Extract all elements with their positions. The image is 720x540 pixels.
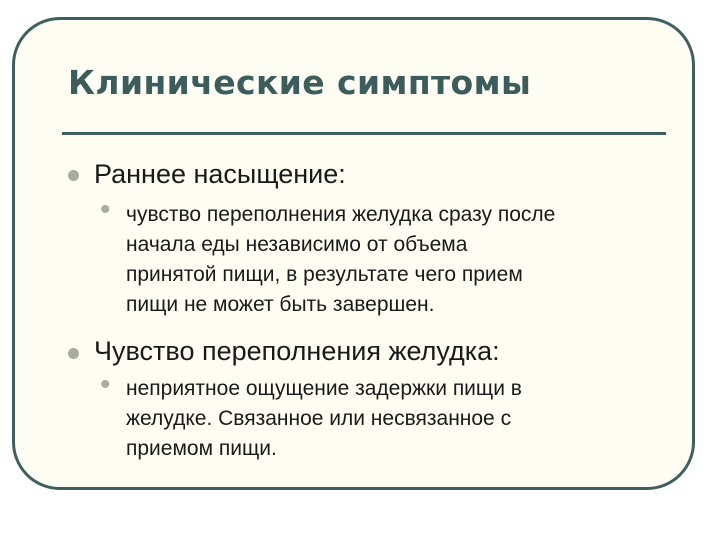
title-divider: [62, 132, 666, 135]
slide-title: Клинические симптомы: [68, 63, 532, 102]
detail-line: принятой пищи, в результате чего прием: [126, 263, 523, 286]
bullet-dot-icon: [68, 170, 79, 181]
detail-line: начала еды независимо от объема: [126, 233, 468, 256]
bullet-dot-icon: [68, 348, 79, 359]
bullet-detail-stomach-fullness: [126, 374, 522, 464]
detail-line: неприятное ощущение задержки пищи в: [126, 377, 522, 400]
bullet-heading-stomach-fullness: Чувство переполнения желудка:: [94, 336, 500, 366]
bullet-heading-early-satiety: Раннее насыщение:: [94, 159, 346, 189]
detail-line: приемом пищи.: [126, 437, 277, 460]
detail-line: чувство переполнения желудка сразу после: [126, 203, 556, 226]
sub-bullet-icon: •: [100, 193, 111, 226]
sub-bullet-icon: •: [100, 368, 111, 401]
detail-line: желудке. Связанное или несвязанное с: [126, 407, 512, 430]
detail-line: пищи не может быть завершен.: [126, 293, 435, 316]
bullet-detail-early-satiety: [126, 200, 555, 320]
